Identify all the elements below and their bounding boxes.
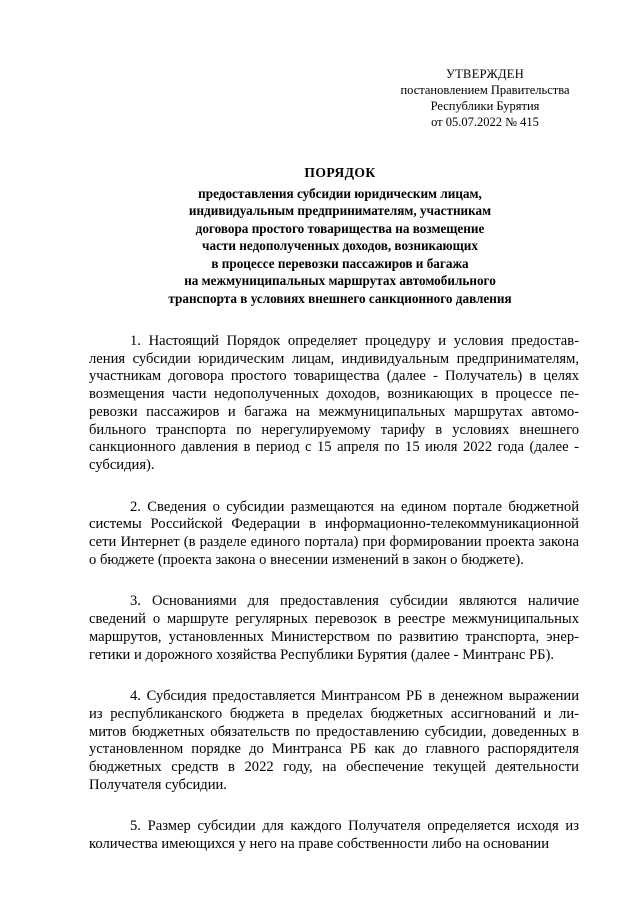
paragraph-2: 2. Сведения о субсидии размещаются на едином портале бюджетной системы Российской Федерации в информационно-телекоммуникационной сети Интернет (в разделе единого портала) при формировании проекта закона о бюджете (проекта закона о внесении изменений в закон о бюджете). xyxy=(89,498,579,568)
title-line: части недополученных доходов, возникающих xyxy=(202,238,478,253)
title-line: индивидуальным предпринимателям, участникам xyxy=(188,203,492,218)
title-line: транспорта в условиях внешнего санкционного давления xyxy=(168,290,512,306)
approval-stamp xyxy=(380,66,590,130)
document-title xyxy=(100,164,580,307)
approval-heading: УТВЕРЖДЕН xyxy=(445,67,525,81)
title-line: на межмуниципальных маршрутах автомобильного xyxy=(184,273,496,288)
paragraph-1: 1. Настоящий Порядок определяет процедуру и условия предоставления субсидии юридическим лицам, индивидуальным предпринимателям, участникам договора простого товарищества (далее - Получатель) в целях возмещения части недополученных доходов, возникающих в процессе перевозки пассажиров и багажа на межмуниципальных маршрутах автомобильного транспорта по нерегулируемому тарифу в условиях внешнего санкционного давления в период с 15 апреля по 15 июля 2022 года (далее - субсидия). xyxy=(89,333,579,473)
title-line: предоставления субсидии юридическим лицам, xyxy=(198,185,482,201)
paragraph-4: 4. Субсидия предоставляется Минтрансом РБ в денежном выражении из республиканского бюджета в пределах бюджетных ассигнований и лимитов бюджетных обязательств по предоставлению субсидии, доведенных в установленном порядке до Минтранса РБ как до главного распорядителя бюджетных средств в 2022 году, на обеспечение текущей деятельности Получателя субсидии. xyxy=(89,688,579,793)
title-main: ПОРЯДОК xyxy=(304,165,376,180)
approval-line-date: от 05.07.2022 № 415 xyxy=(431,115,539,129)
approval-line-republic: Республики Бурятия xyxy=(430,99,540,113)
paragraph-3: 3. Основаниями для предоставления субсидии являются наличие сведений о маршруте регулярных перевозок в реестре межмуниципальных маршрутов, установленных Министерством по развитию транспорта, энергетики и дорожного хозяйства Республики Бурятия (далее - Минтранс РБ). xyxy=(89,593,579,663)
approval-line-resolution: постановлением Правительства xyxy=(400,83,570,97)
title-line: договора простого товарищества на возмещение xyxy=(195,220,485,236)
document-body xyxy=(89,333,579,878)
title-line: в процессе перевозки пассажиров и багажа xyxy=(211,255,469,271)
paragraph-5: 5. Размер субсидии для каждого Получателя определяется исходя из количества имеющихся у него на праве собственности либо на основании xyxy=(89,818,579,853)
